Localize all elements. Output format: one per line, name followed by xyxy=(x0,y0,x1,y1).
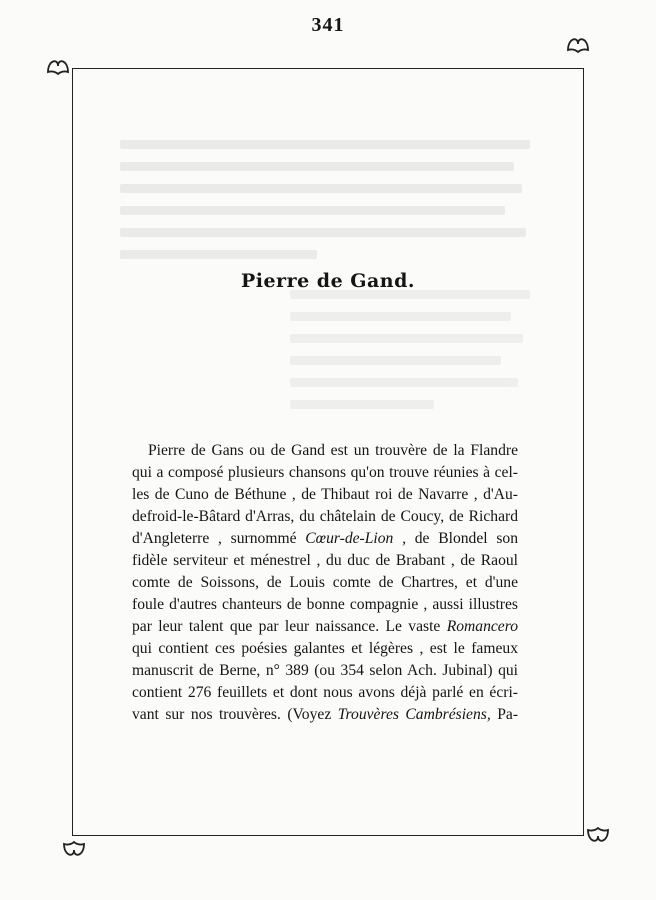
ornament-icon xyxy=(584,822,612,850)
text-line: foule d'autres chanteurs de bonne compagnie , aussi illustres xyxy=(132,596,518,613)
page-number: 341 xyxy=(311,14,345,36)
text-line: Pierre de Gans ou de Gand est un trouvère de la Flandre xyxy=(148,442,518,459)
text-line: manuscrit de Berne, n° 389 (ou 354 selon Ach. Jubinal) qui xyxy=(132,662,518,679)
text-line: vant sur nos trouvères. (Voyez Trouvères Cambrésiens, Pa- xyxy=(132,706,519,723)
text-line: d'Angleterre , surnommé Cœur-de-Lion , de Blondel son xyxy=(132,530,518,547)
text-line: qui contient ces poésies galantes et légères , est le fameux xyxy=(132,640,518,657)
bleed-through-text xyxy=(120,140,530,272)
text-line: defroid-le-Bâtard d'Arras, du châtelain de Coucy, de Richard xyxy=(132,508,518,525)
ornament-icon xyxy=(44,52,72,80)
page-title: Pierre de Gand. xyxy=(240,270,416,292)
ornament-icon xyxy=(60,836,88,864)
text-line: contient 276 feuillets et dont nous avons déjà parlé en écri- xyxy=(132,684,518,701)
text-line: les de Cuno de Béthune , de Thibaut roi de Navarre , d'Au- xyxy=(132,486,518,503)
ornament-icon xyxy=(564,30,592,58)
text-line: par leur talent que par leur naissance. Le vaste Romancero xyxy=(132,618,518,635)
text-line: qui a composé plusieurs chansons qu'on trouve réunies à cel- xyxy=(132,464,518,481)
body-paragraph xyxy=(132,440,518,726)
bleed-through-text xyxy=(290,290,530,422)
text-line: fidèle serviteur et ménestrel , du duc de Brabant , de Raoul xyxy=(132,552,518,569)
text-line: comte de Soissons, de Louis comte de Chartres, et d'une xyxy=(132,574,518,591)
